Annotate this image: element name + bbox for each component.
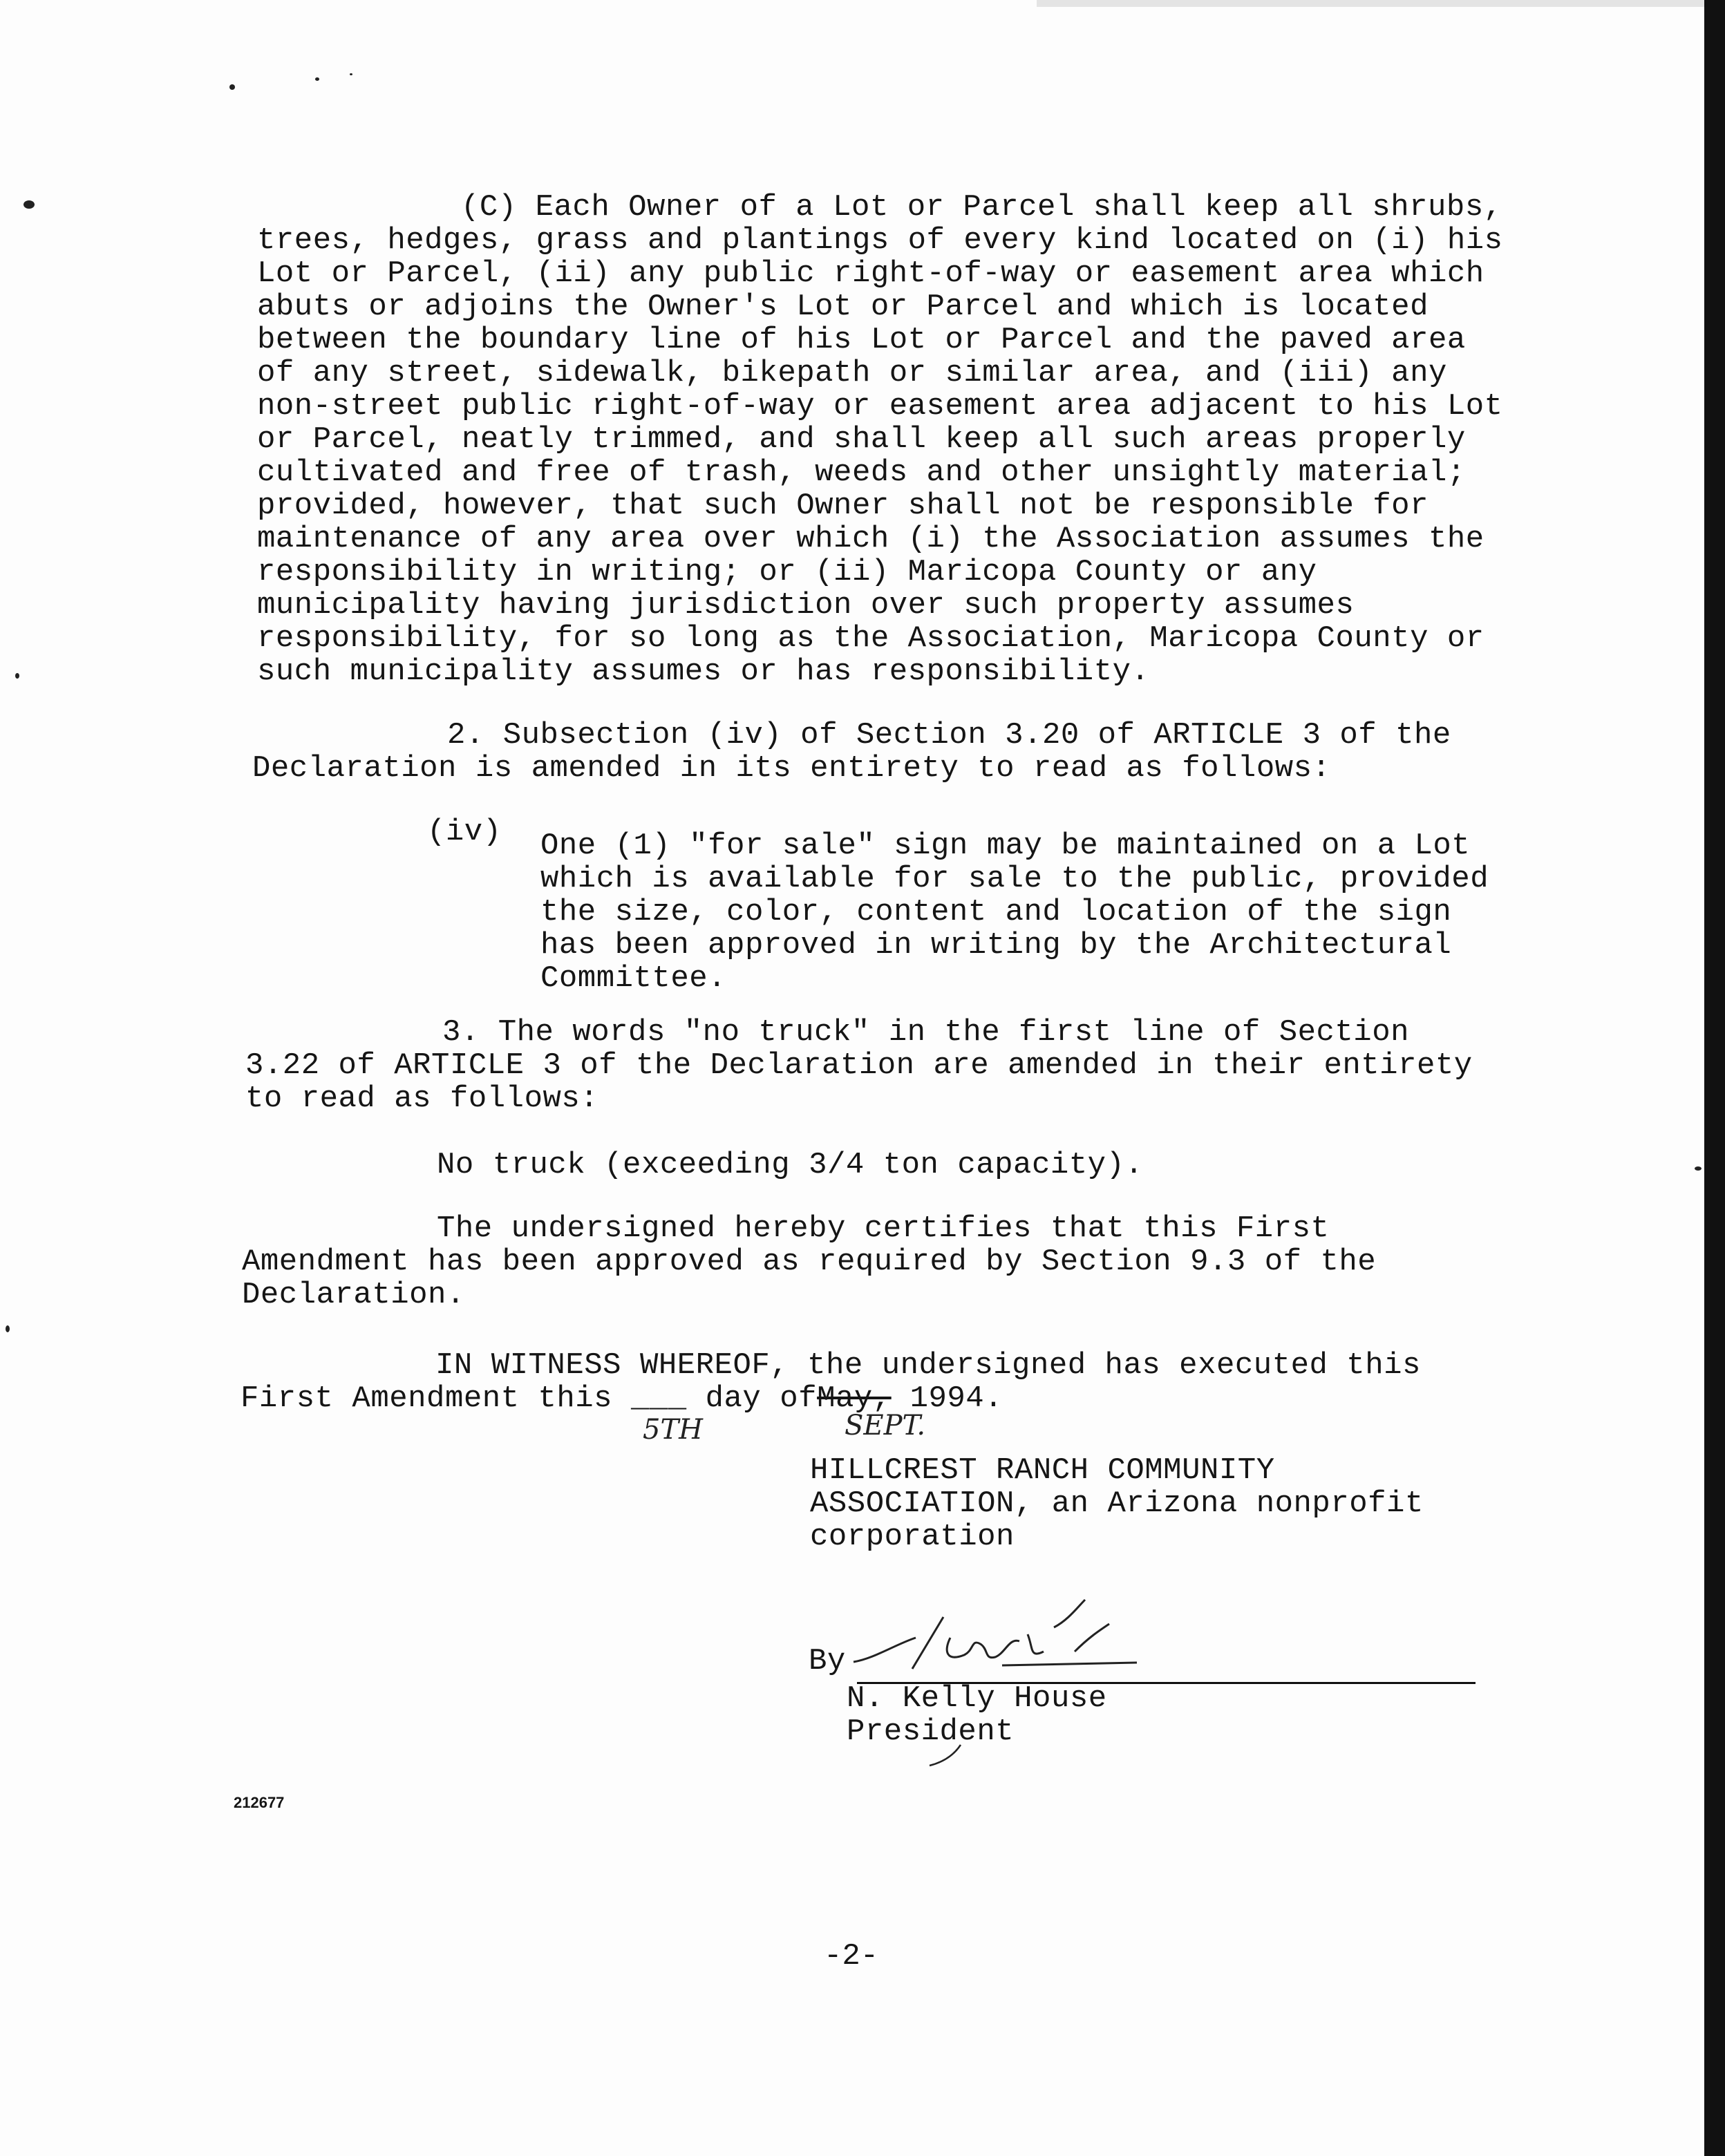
witness-line-start: First Amendment this bbox=[241, 1381, 613, 1416]
certification-line: Declaration. bbox=[242, 1278, 465, 1312]
section-3-line: 3. The words "no truck" in the first line of Section bbox=[442, 1015, 1410, 1050]
quote-text: No truck (exceeding 3/4 ton capacity). bbox=[437, 1148, 1144, 1182]
paragraph-c-line: abuts or adjoins the Owner's Lot or Parcel and which is located bbox=[257, 290, 1429, 324]
signatory-line: HILLCREST RANCH COMMUNITY bbox=[810, 1453, 1275, 1488]
scan-speck bbox=[229, 84, 235, 90]
subsection-line: Committee. bbox=[540, 961, 727, 996]
scan-edge-right bbox=[1704, 0, 1725, 2156]
witness-day-of: day of bbox=[705, 1381, 818, 1416]
subsection-iv bbox=[540, 829, 1489, 995]
signer-title: President bbox=[847, 1714, 1015, 1749]
scan-speck bbox=[315, 77, 319, 81]
section-2-line: Declaration is amended in its entirety to read as follows: bbox=[252, 751, 1331, 786]
scan-speck bbox=[6, 1325, 10, 1332]
witness-year: 1994. bbox=[909, 1381, 1003, 1416]
certification-line: The undersigned hereby certifies that this First bbox=[437, 1211, 1330, 1246]
section-3-line: 3.22 of ARTICLE 3 of the Declaration are amended in their entirety bbox=[245, 1048, 1473, 1083]
section-2 bbox=[252, 719, 1451, 785]
signature-graphic bbox=[847, 1596, 1151, 1686]
section-2-line: 2. Subsection (iv) of Section 3.20 of ARTICLE 3 of the bbox=[447, 718, 1451, 753]
paragraph-c-line: between the boundary line of his Lot or Parcel and the paved area bbox=[257, 323, 1466, 357]
signer-name: N. Kelly House bbox=[847, 1681, 1107, 1716]
paragraph-c-line: maintenance of any area over which (i) the Association assumes the bbox=[257, 522, 1484, 556]
by-label bbox=[809, 1645, 846, 1678]
certification-line: Amendment has been approved as required by Section 9.3 of the bbox=[242, 1245, 1377, 1279]
paragraph-c-line: responsibility in writing; or (ii) Maricopa County or any bbox=[257, 555, 1317, 589]
scan-speck bbox=[15, 673, 19, 679]
paragraph-c-line: municipality having jurisdiction over such property assumes bbox=[257, 588, 1355, 623]
by-text: By bbox=[809, 1644, 846, 1679]
signatory-line: corporation bbox=[810, 1520, 1015, 1554]
paragraph-c-line: Lot or Parcel, (ii) any public right-of-way or easement area which bbox=[257, 256, 1484, 291]
scan-edge-top bbox=[1037, 0, 1725, 7]
paragraph-c-line: (C) Each Owner of a Lot or Parcel shall keep all shrubs, bbox=[461, 190, 1502, 225]
title-flourish bbox=[926, 1741, 968, 1769]
signatory-line: ASSOCIATION, an Arizona nonprofit bbox=[810, 1486, 1424, 1521]
paragraph-c-line: trees, hedges, grass and plantings of every kind located on (i) his bbox=[257, 223, 1503, 258]
section-3 bbox=[245, 1016, 1473, 1115]
scan-speck bbox=[1695, 1166, 1702, 1171]
witness-line: IN WITNESS WHEREOF, the undersigned has executed this bbox=[435, 1348, 1421, 1383]
subsection-line: One (1) "for sale" sign may be maintained on a Lot bbox=[540, 829, 1471, 863]
witness-struck-month: May, bbox=[817, 1381, 892, 1416]
scan-speck bbox=[23, 200, 35, 209]
scan-speck bbox=[350, 73, 352, 75]
subsection-line: has been approved in writing by the Architectural bbox=[540, 928, 1452, 963]
paragraph-c-line: or Parcel, neatly trimmed, and shall keep all such areas properly bbox=[257, 422, 1466, 457]
certification bbox=[242, 1212, 1376, 1312]
subsection-line: the size, color, content and location of the sign bbox=[540, 895, 1452, 929]
signatory-block bbox=[810, 1454, 1424, 1553]
subsection-iv-label bbox=[427, 815, 502, 849]
paragraph-c-line: non-street public right-of-way or easement area adjacent to his Lot bbox=[257, 389, 1503, 424]
paragraph-c-line: such municipality assumes or has responsibility. bbox=[257, 654, 1150, 689]
section-3-line: to read as follows: bbox=[245, 1081, 599, 1116]
handwritten-month: SEPT. bbox=[845, 1410, 926, 1441]
handwritten-day: 5TH bbox=[643, 1414, 704, 1446]
subsection-line: which is available for sale to the public, provided bbox=[540, 862, 1489, 896]
paragraph-c-line: provided, however, that such Owner shall not be responsible for bbox=[257, 489, 1429, 523]
page-number: -2- bbox=[824, 1939, 879, 1974]
section-3-quote bbox=[437, 1148, 1143, 1182]
paragraph-c-line: responsibility, for so long as the Association, Maricopa County or bbox=[257, 621, 1484, 656]
document-code: 212677 bbox=[234, 1794, 285, 1811]
paragraph-c-line: cultivated and free of trash, weeds and other unsightly material; bbox=[257, 455, 1466, 490]
subsection-label: (iv) bbox=[427, 815, 502, 849]
paragraph-c bbox=[257, 191, 1501, 688]
paragraph-c-line: of any street, sidewalk, bikepath or similar area, and (iii) any bbox=[257, 356, 1447, 390]
witness-clause bbox=[241, 1349, 1421, 1415]
signer-block bbox=[847, 1682, 1107, 1748]
witness-blank: ___ bbox=[631, 1381, 687, 1416]
